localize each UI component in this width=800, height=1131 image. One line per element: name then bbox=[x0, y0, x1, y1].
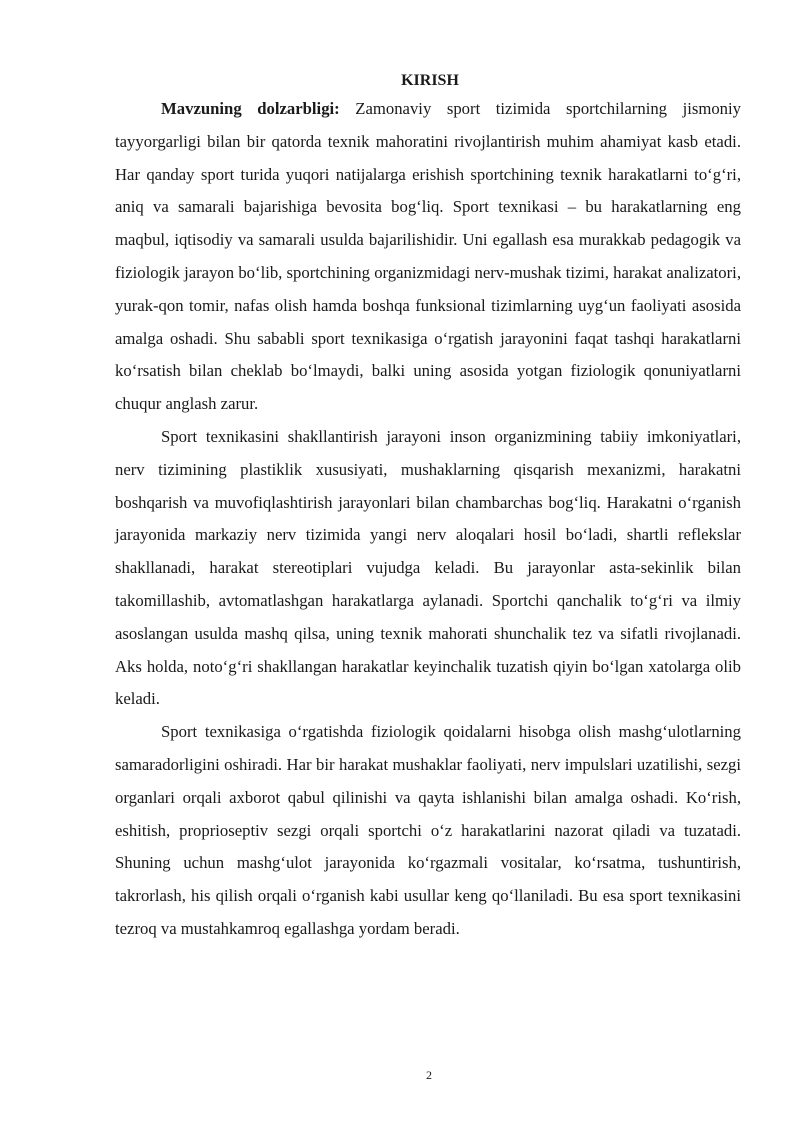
paragraph-physiological-rules bbox=[115, 716, 741, 946]
paragraph-text: Sport texnikasiga o‘rgatishda fiziologik qoidalarni hisobga olish mashg‘ulotlarning samaradorligini oshiradi. Har bir harakat mushaklar faoliyati, nerv impulslari uzatilishi, sezgi organlari orqali axborot qabul qilinishi va qayta ishlanishi bilan amalga oshadi. Ko‘rish, eshitish, proprioseptiv sezgi orqali sportchi o‘z harakatlarini nazorat qiladi va tuzatadi. Shuning uchun mashg‘ulot jarayonida ko‘rgazmali vositalar, ko‘rsatma, tushuntirish, takrorlash, his qilish orqali o‘rganish kabi usullar keng qo‘llaniladi. Bu esa sport texnikasini tezroq va mustahkamroq egallashga yordam beradi. bbox=[115, 722, 741, 938]
paragraph-text: Sport texnikasini shakllantirish jarayoni inson organizmining tabiiy imkoniyatlari, nerv tizimining plastiklik xususiyati, mushaklarning qisqarish mexanizmi, harakatni boshqarish va muvofiqlashtirish jarayonlari bilan chambarchas bog‘liq. Harakatni o‘rganish jarayonida markaziy nerv tizimida yangi nerv aloqalari hosil bo‘ladi, shartli reflekslar shakllanadi, harakat stereotiplari vujudga keladi. Bu jarayonlar asta-sekinlik bilan takomillashib, avtomatlashgan harakatlarga aylanadi. Sportchi qanchalik to‘g‘ri va ilmiy asoslangan usulda mashq qilsa, uning texnik mahorati shunchalik tez va sifatli rivojlanadi. Aks holda, noto‘g‘ri shakllangan harakatlar keyinchalik tuzatish qiyin bo‘lgan xatolarga olib keladi. bbox=[115, 426, 741, 709]
paragraph-technique-formation bbox=[115, 421, 741, 716]
page-number: 2 bbox=[426, 1068, 432, 1082]
paragraph-lead: Mavzuning dolzarbligi: bbox=[161, 99, 340, 118]
paragraph-text: Zamonaviy sport tizimida sportchilarning jismoniy tayyorgarligi bilan bir qatorda texnik mahoratini rivojlantirish muhim ahamiyat kasb etadi. Har qanday sport turida yuqori natijalarga erishish sportchining texnik harakatlarni to‘g‘ri, aniq va samarali bajarishiga bevosita bog‘liq. Sport texnikasi – bu harakatlarning eng maqbul, iqtisodiy va samarali usulda bajarilishidir. Uni egallash esa murakkab pedagogik va fiziologik jarayon bo‘lib, sportchining organizmidagi nerv-mushak tizimi, harakat analizatori, yurak-qon tomir, nafas olish hamda boshqa funksional tizimlarning uyg‘un faoliyati asosida amalga oshadi. Shu sababli sport texnikasiga o‘rgatish jarayonini faqat tashqi harakatlarni ko‘rsatish bilan cheklab bo‘lmaydi, balki uning asosida yotgan fiziologik qonuniyatlarni chuqur anglash zarur. bbox=[115, 99, 741, 414]
paragraph-relevance bbox=[115, 93, 741, 421]
document-page bbox=[115, 71, 741, 946]
section-title: KIRISH bbox=[401, 72, 459, 89]
